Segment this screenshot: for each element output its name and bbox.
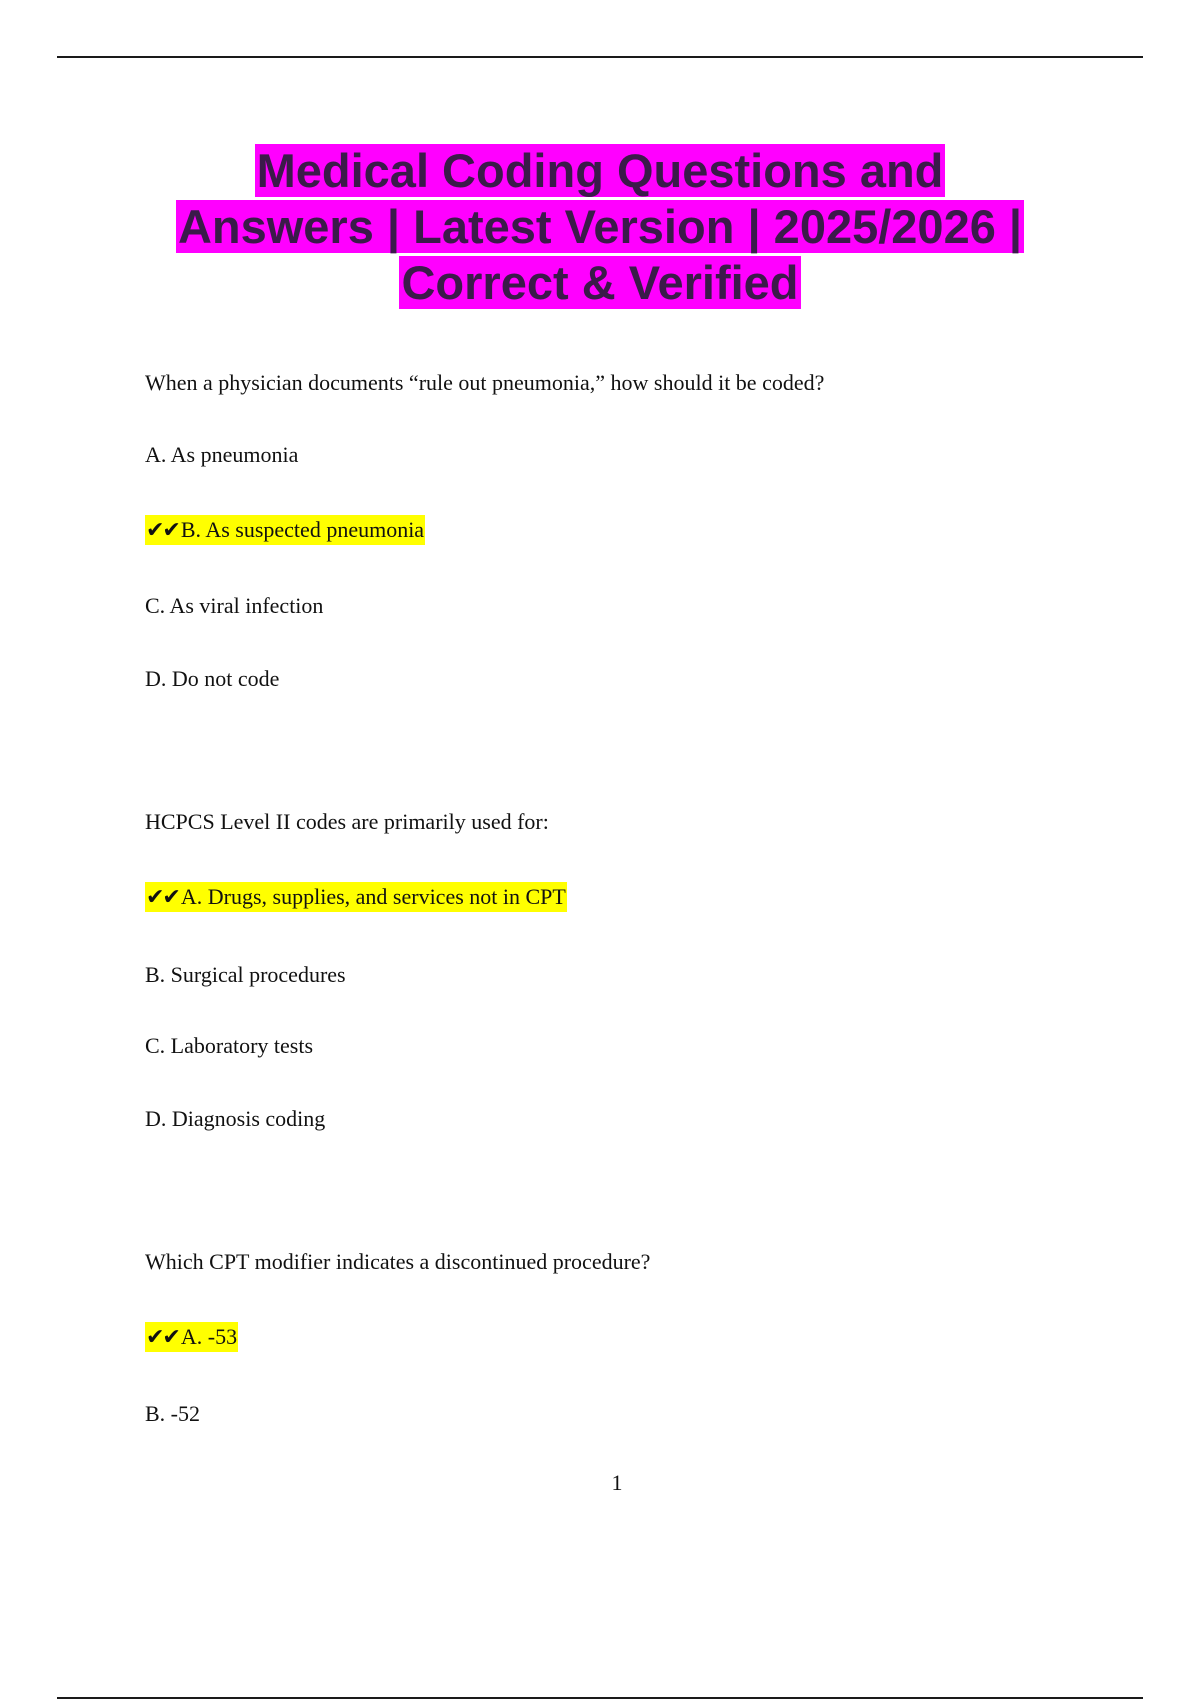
question-2-option-b: B. Surgical procedures (145, 962, 346, 987)
question-3-text: Which CPT modifier indicates a discontinued procedure? (145, 1249, 651, 1274)
question-2-option-c: C. Laboratory tests (145, 1033, 314, 1058)
double-check-icon: ✔✔ (146, 885, 179, 910)
correct-answer-highlight (145, 515, 425, 545)
page-number: 1 (611, 1470, 623, 1495)
double-check-icon: ✔✔ (146, 1325, 179, 1350)
correct-answer-highlight (145, 1322, 238, 1352)
title-line-2: Answers | Latest Version | 2025/2026 | (177, 200, 1023, 253)
question-2-option-d: D. Diagnosis coding (145, 1106, 326, 1131)
question-1-option-b-correct (145, 515, 425, 546)
question-1-option-a: A. As pneumonia (145, 442, 299, 467)
question-1-option-d: D. Do not code (145, 666, 280, 691)
document-title (100, 143, 1100, 311)
correct-answer-highlight (145, 882, 567, 912)
question-1-option-c: C. As viral infection (145, 593, 324, 618)
question-3-option-b: B. -52 (145, 1401, 200, 1426)
question-3-option-a-correct (145, 1322, 238, 1353)
header-rule (57, 56, 1143, 58)
question-2-option-a-correct (145, 882, 567, 913)
title-line-1: Medical Coding Questions and (256, 144, 944, 197)
correct-answer-label: B. As suspected pneumonia (180, 517, 425, 542)
question-2-text: HCPCS Level II codes are primarily used for: (145, 809, 549, 834)
question-1-text: When a physician documents “rule out pneumonia,” how should it be coded? (145, 370, 825, 395)
double-check-icon: ✔✔ (146, 518, 179, 543)
correct-answer-label: A. Drugs, supplies, and services not in CPT (180, 884, 566, 909)
footer-rule (57, 1697, 1143, 1699)
title-line-3: Correct & Verified (401, 256, 799, 309)
correct-answer-label: A. -53 (180, 1324, 238, 1349)
